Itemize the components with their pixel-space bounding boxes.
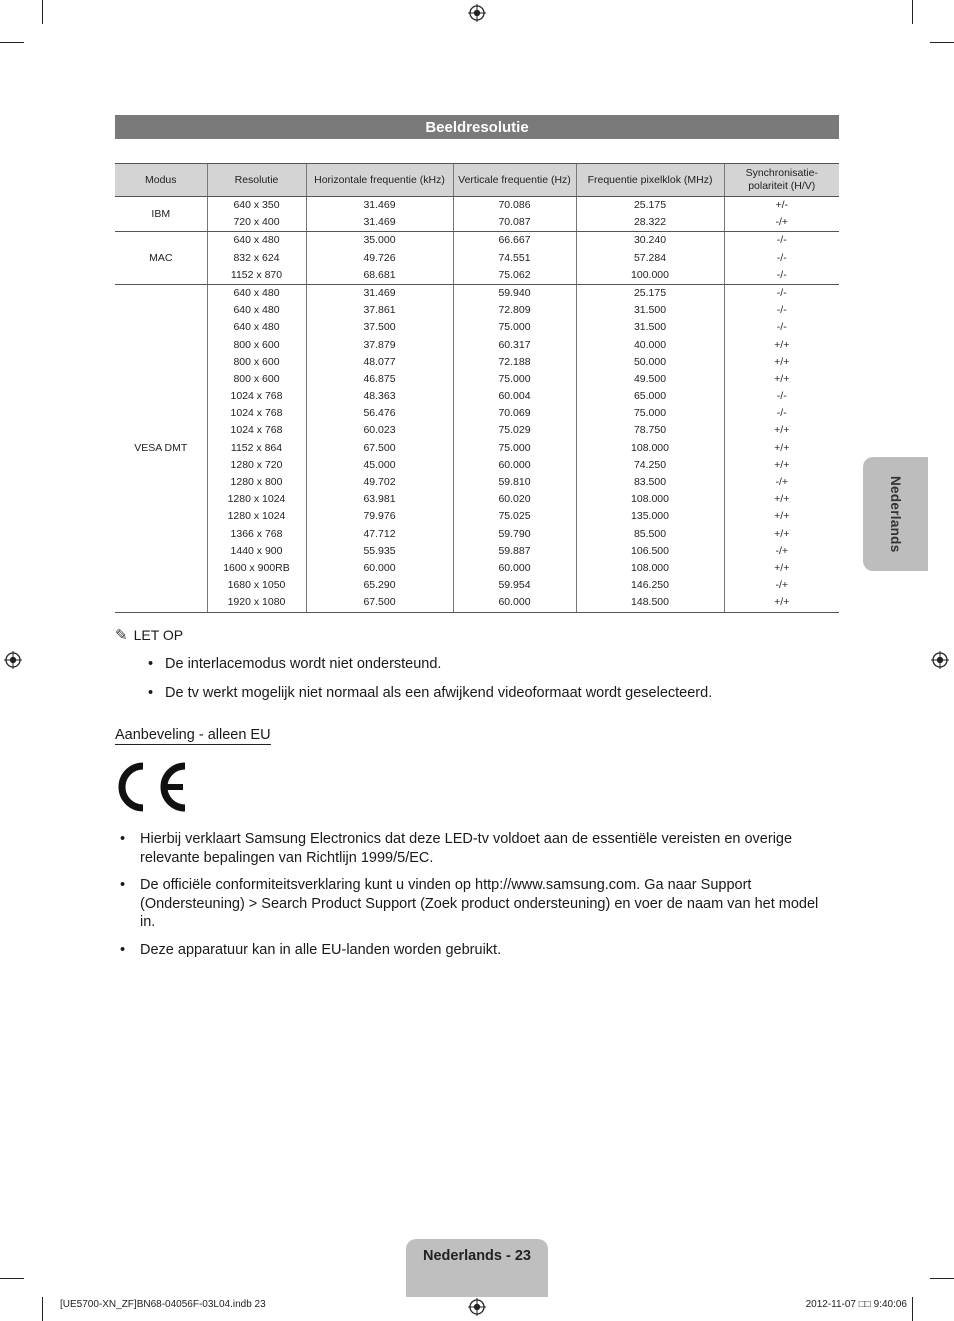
cell-value: -/- — [776, 407, 787, 420]
cell-value: 135.000 — [631, 510, 669, 523]
cell-value: -/- — [776, 304, 787, 317]
cell-value: 25.175 — [633, 199, 667, 211]
cell-value: 48.363 — [363, 390, 396, 403]
cell-value: -/- — [776, 251, 787, 264]
list-item: • Deze apparatuur kan in alle EU-landen worden gebruikt. — [120, 941, 832, 960]
cell-value: 37.879 — [363, 338, 396, 351]
cell-value: 65.290 — [363, 579, 396, 592]
cell-value: +/+ — [774, 527, 790, 540]
table-row — [115, 197, 839, 232]
table-cell — [207, 232, 306, 285]
cell-value: 59.810 — [498, 476, 531, 488]
table-cell — [453, 232, 576, 285]
cell-value: 640 x 480 — [233, 286, 280, 299]
ce-mark-icon — [115, 760, 191, 814]
table-row — [115, 232, 839, 285]
cell-value: +/+ — [774, 424, 790, 437]
cell-value: 75.025 — [498, 510, 531, 523]
cell-value: 108.000 — [631, 561, 669, 574]
table-cell — [576, 197, 724, 232]
cell-value: 1280 x 800 — [230, 476, 283, 488]
cell-value: 40.000 — [633, 338, 667, 351]
cell-value: +/+ — [774, 355, 790, 368]
table-cell — [207, 197, 306, 232]
cell-value: 1280 x 1024 — [227, 510, 286, 523]
cell-value: 74.551 — [498, 251, 531, 264]
mode-cell: VESA DMT — [115, 284, 207, 612]
crop-mark — [912, 1297, 913, 1321]
cell-value: +/+ — [774, 372, 790, 385]
crop-mark — [0, 1278, 24, 1279]
column-header: Resolutie — [207, 164, 306, 197]
column-header: Horizontale frequentie (kHz) — [306, 164, 453, 197]
cell-value: 68.681 — [363, 268, 396, 281]
table-cell — [207, 284, 306, 612]
table-cell — [576, 284, 724, 612]
cell-value: 800 x 600 — [233, 355, 280, 368]
pencil-note-icon: ✎ — [115, 627, 128, 644]
recommendation-list — [120, 830, 832, 968]
cell-value: 59.940 — [498, 286, 531, 299]
cell-value: 1280 x 1024 — [227, 493, 286, 506]
list-item: • De officiële conformiteitsverklaring kunt u vinden op http://www.samsung.com. Ga naar Support (Ondersteuning) > Search Product Support (Zoek product ondersteuning) en voer de naam van het model in. — [120, 876, 832, 932]
cell-value: 60.023 — [363, 424, 396, 437]
cell-value: -/+ — [775, 476, 789, 488]
table-cell — [724, 232, 839, 285]
registration-mark-icon — [931, 651, 949, 669]
cell-value: 1024 x 768 — [230, 424, 283, 437]
note-heading — [115, 626, 183, 644]
cell-value: 60.004 — [498, 390, 531, 403]
cell-value: 832 x 624 — [233, 251, 280, 264]
cell-value: 60.000 — [498, 458, 531, 471]
cell-value: 83.500 — [633, 476, 667, 488]
cell-value: 47.712 — [363, 527, 396, 540]
cell-value: 85.500 — [633, 527, 667, 540]
cell-value: 56.476 — [363, 407, 396, 420]
cell-value: +/+ — [774, 458, 790, 471]
cell-value: 100.000 — [631, 268, 669, 281]
cell-value: 1024 x 768 — [230, 407, 283, 420]
column-header: Synchronisatie-polariteit (H/V) — [724, 164, 839, 197]
cell-value: 75.062 — [498, 268, 531, 281]
table-cell — [453, 197, 576, 232]
column-header: Frequentie pixelklok (MHz) — [576, 164, 724, 197]
page-number-label: Nederlands - 23 — [423, 1248, 531, 1264]
cell-value: 60.020 — [498, 493, 531, 506]
cell-value: 45.000 — [363, 458, 396, 471]
cell-value: 63.981 — [363, 493, 396, 506]
cell-value: -/- — [776, 321, 787, 334]
cell-value: 49.500 — [633, 372, 667, 385]
recommendation-title: Aanbeveling - alleen EU — [115, 727, 271, 743]
table-cell — [306, 284, 453, 612]
cell-value: 108.000 — [631, 441, 669, 454]
cell-value: 75.000 — [498, 441, 531, 454]
table-header-row — [115, 164, 839, 197]
cell-value: +/+ — [774, 561, 790, 574]
cell-value: -/- — [776, 286, 787, 299]
cell-value: 1600 x 900RB — [223, 561, 290, 574]
cell-value: 1680 x 1050 — [227, 579, 286, 592]
cell-value: 1152 x 870 — [230, 268, 283, 281]
list-item: • Hierbij verklaart Samsung Electronics dat deze LED-tv voldoet aan de essentiële vereisten en overige relevante bepalingen van Richtlijn 1999/5/EC. — [120, 830, 832, 867]
cell-value: 57.284 — [633, 251, 667, 264]
cell-value: 31.469 — [363, 216, 396, 229]
cell-value: 48.077 — [363, 355, 396, 368]
cell-value: +/+ — [774, 441, 790, 454]
crop-mark — [42, 0, 43, 24]
crop-mark — [912, 0, 913, 24]
cell-value: 1366 x 768 — [230, 527, 283, 540]
registration-mark-icon — [468, 1298, 486, 1316]
resolution-table — [115, 163, 839, 613]
cell-value: 79.976 — [363, 510, 396, 523]
cell-value: 800 x 600 — [233, 372, 280, 385]
mode-cell: IBM — [115, 197, 207, 232]
cell-value: 31.500 — [633, 304, 667, 317]
cell-value: 60.000 — [498, 596, 531, 609]
cell-value: 106.500 — [631, 544, 669, 557]
crop-mark — [0, 42, 24, 43]
cell-value: +/+ — [774, 493, 790, 506]
cell-value: 60.000 — [363, 561, 396, 574]
cell-value: +/+ — [774, 338, 790, 351]
cell-value: 1152 x 864 — [230, 441, 283, 454]
language-side-tab — [863, 457, 928, 571]
section-title — [115, 115, 839, 139]
cell-value: 720 x 400 — [233, 216, 280, 229]
cell-value: 67.500 — [363, 596, 396, 609]
list-item: • De tv werkt mogelijk niet normaal als een afwijkend videoformaat wordt geselecteerd. — [148, 684, 712, 702]
cell-value: 49.726 — [363, 251, 396, 264]
registration-mark-icon — [4, 651, 22, 669]
crop-mark — [930, 42, 954, 43]
cell-value: 75.029 — [498, 424, 531, 437]
table-cell — [576, 232, 724, 285]
cell-value: 800 x 600 — [233, 338, 280, 351]
footer-timestamp: 2012-11-07 □□ 9:40:06 — [805, 1299, 907, 1310]
cell-value: 60.000 — [498, 561, 531, 574]
table-cell — [724, 284, 839, 612]
cell-value: 72.188 — [498, 355, 531, 368]
cell-value: 74.250 — [633, 458, 667, 471]
cell-value: 50.000 — [633, 355, 667, 368]
cell-value: 28.322 — [633, 216, 667, 229]
cell-value: 65.000 — [633, 390, 667, 403]
note-title: LET OP — [133, 627, 184, 643]
cell-value: -/- — [776, 390, 787, 403]
cell-value: 640 x 480 — [233, 234, 280, 247]
cell-value: 37.500 — [363, 321, 396, 334]
cell-value: 70.086 — [498, 199, 531, 211]
mode-cell: MAC — [115, 232, 207, 285]
cell-value: 49.702 — [363, 476, 396, 488]
cell-value: -/- — [776, 234, 787, 247]
cell-value: -/+ — [775, 216, 789, 229]
cell-value: 148.500 — [631, 596, 669, 609]
cell-value: 31.469 — [363, 286, 396, 299]
cell-value: 75.000 — [498, 372, 531, 385]
cell-value: 75.000 — [498, 321, 531, 334]
cell-value: 67.500 — [363, 441, 396, 454]
cell-value: 72.809 — [498, 304, 531, 317]
column-header: Verticale frequentie (Hz) — [453, 164, 576, 197]
column-header: Modus — [115, 164, 207, 197]
list-item: • De interlacemodus wordt niet ondersteund. — [148, 655, 712, 673]
cell-value: 31.469 — [363, 199, 396, 211]
cell-value: -/+ — [775, 544, 789, 557]
cell-value: +/+ — [774, 596, 790, 609]
cell-value: 75.000 — [633, 407, 667, 420]
cell-value: 30.240 — [633, 234, 667, 247]
cell-value: 640 x 350 — [233, 199, 280, 211]
cell-value: 1920 x 1080 — [227, 596, 286, 609]
cell-value: -/+ — [775, 579, 789, 592]
cell-value: 1280 x 720 — [230, 458, 283, 471]
crop-mark — [930, 1278, 954, 1279]
cell-value: 1440 x 900 — [230, 544, 283, 557]
section-title-text: Beeldresolutie — [425, 118, 529, 136]
table-cell — [306, 232, 453, 285]
cell-value: 59.954 — [498, 579, 531, 592]
cell-value: 70.069 — [498, 407, 531, 420]
table-row — [115, 284, 839, 612]
table-cell — [724, 197, 839, 232]
cell-value: 55.935 — [363, 544, 396, 557]
cell-value: +/+ — [774, 510, 790, 523]
note-list — [148, 655, 712, 713]
cell-value: 66.667 — [498, 234, 531, 247]
cell-value: 35.000 — [363, 234, 396, 247]
page-number-tab — [406, 1239, 548, 1297]
cell-value: 46.875 — [363, 372, 396, 385]
cell-value: 78.750 — [633, 424, 667, 437]
registration-mark-icon — [468, 4, 486, 22]
cell-value: 59.887 — [498, 544, 531, 557]
crop-mark — [42, 1297, 43, 1321]
side-tab-label: Nederlands — [888, 475, 903, 553]
cell-value: 37.861 — [363, 304, 396, 317]
cell-value: 1024 x 768 — [230, 390, 283, 403]
cell-value: 59.790 — [498, 527, 531, 540]
cell-value: 108.000 — [631, 493, 669, 506]
table-cell — [306, 197, 453, 232]
cell-value: 146.250 — [631, 579, 669, 592]
cell-value: -/- — [776, 268, 787, 281]
cell-value: 640 x 480 — [233, 304, 280, 317]
table-cell — [453, 284, 576, 612]
cell-value: 31.500 — [633, 321, 667, 334]
cell-value: 60.317 — [498, 338, 531, 351]
cell-value: +/- — [775, 199, 789, 211]
footer-file-info: [UE5700-XN_ZF]BN68-04056F-03L04.indb 23 — [60, 1299, 266, 1310]
cell-value: 70.087 — [498, 216, 531, 229]
cell-value: 25.175 — [633, 286, 667, 299]
cell-value: 640 x 480 — [233, 321, 280, 334]
